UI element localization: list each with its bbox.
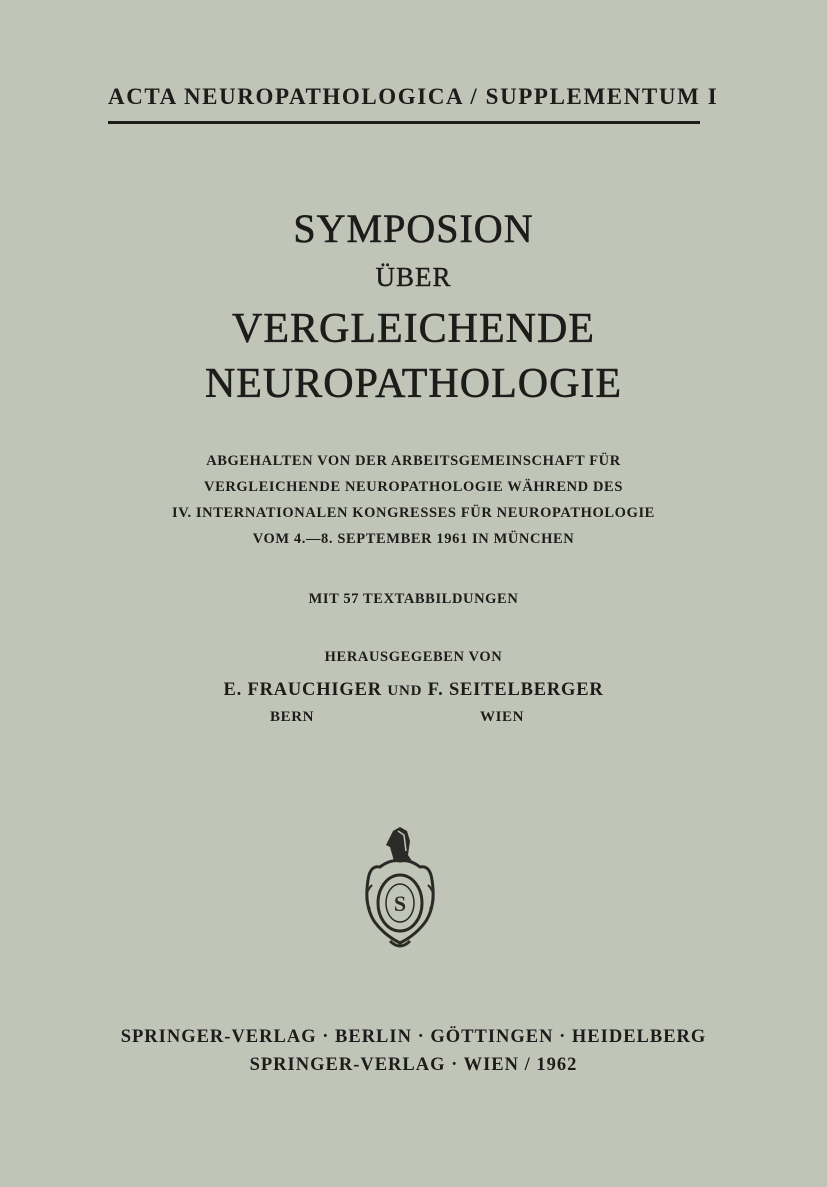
- editor-1-city: BERN: [270, 709, 315, 725]
- title-line-3: VERGLEICHENDE: [232, 306, 595, 352]
- subtitle-line-1: ABGEHALTEN VON DER ARBEITSGEMEINSCHAFT FÜR: [206, 453, 621, 469]
- series-title: ACTA NEUROPATHOLOGICA / SUPPLEMENTUM I: [108, 84, 719, 109]
- editor-2: F. SEITELBERGER: [427, 680, 604, 700]
- publisher-line-1: SPRINGER-VERLAG · BERLIN · GÖTTINGEN · HEIDELBERG: [120, 1027, 707, 1047]
- illustrations-note: MIT 57 TEXTABBILDUNGEN: [308, 591, 519, 607]
- editors-line: [0, 680, 827, 701]
- title-line-1: SYMPOSION: [293, 206, 534, 251]
- publisher-line-2: SPRINGER-VERLAG · WIEN / 1962: [249, 1055, 578, 1075]
- logo-monogram: S: [393, 891, 407, 916]
- title-line-4: NEUROPATHOLOGIE: [204, 361, 623, 407]
- editor-conjunction: UND: [387, 683, 423, 699]
- subtitle-line-3: IV. INTERNATIONALEN KONGRESSES FÜR NEUROPATHOLOGIE: [172, 505, 655, 521]
- editor-1: E. FRAUCHIGER: [223, 680, 382, 700]
- subtitle-line-4: VOM 4.—8. SEPTEMBER 1961 IN MÜNCHEN: [252, 531, 575, 547]
- edited-by-label: HERAUSGEGEBEN VON: [324, 649, 503, 665]
- header-rule: [108, 121, 700, 124]
- editor-2-city: WIEN: [480, 709, 525, 725]
- subtitle-line-2: VERGLEICHENDE NEUROPATHOLOGIE WÄHREND DES: [204, 479, 623, 495]
- title-line-2: ÜBER: [375, 262, 452, 292]
- publisher-logo-icon: [360, 825, 440, 953]
